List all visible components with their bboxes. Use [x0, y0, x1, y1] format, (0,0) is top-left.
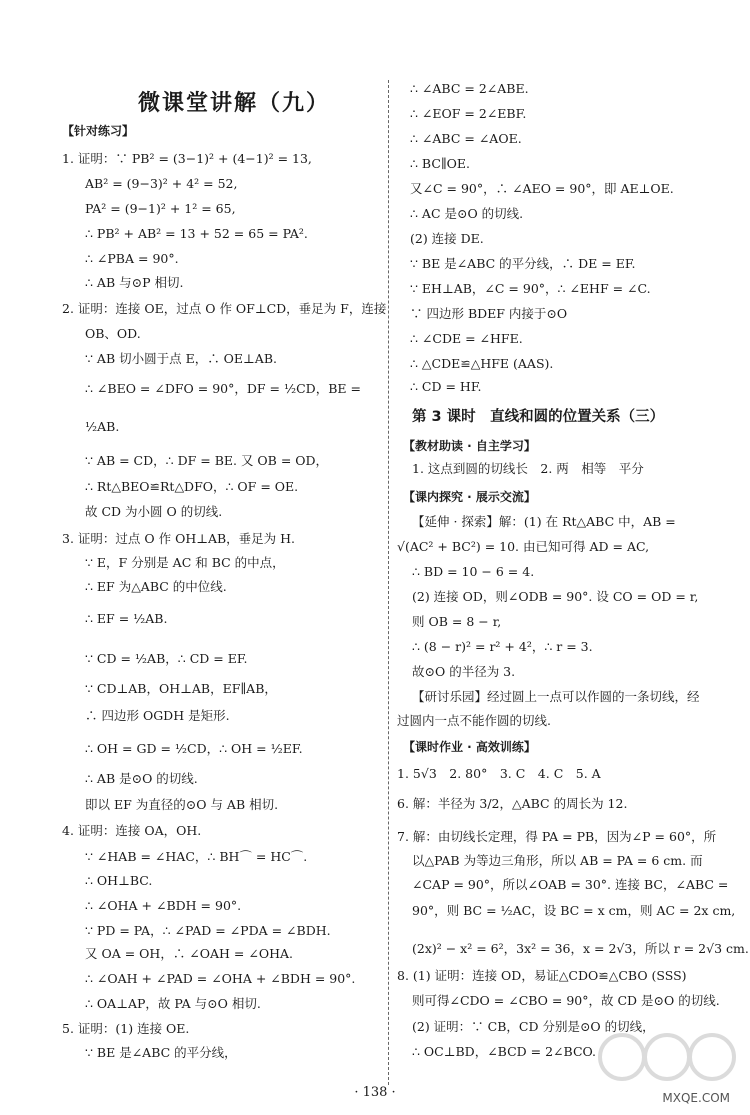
text-line: AB² = (9−3)² + 4² = 52,: [85, 176, 238, 191]
text-line: ∴ PB² + AB² = 13 + 52 = 65 = PA².: [85, 226, 308, 241]
text-line: ∴ ∠ABC = ∠AOE.: [410, 131, 522, 146]
text-line: 则 OB = 8 − r,: [412, 614, 502, 629]
text-line: ∴ ∠CDE = ∠HFE.: [410, 331, 523, 346]
text-line: ∵ BE 是∠ABC 的平分线，: [85, 1045, 237, 1060]
text-line: 3. 证明：过点 O 作 OH⊥AB，垂足为 H.: [62, 531, 296, 546]
text-line: ∴ EF 为△ABC 的中位线.: [85, 579, 227, 594]
text-line: ∴ ∠ABC = 2∠ABE.: [410, 81, 529, 96]
reading-answer: 1. 这点到圆的切线长 2. 两 相等 平分: [412, 461, 644, 476]
text-line: ∵ E，F 分别是 AC 和 BC 的中点，: [85, 555, 285, 570]
text-line: (2) 连接 OD，则∠ODB = 90°. 设 CO = OD = r,: [412, 589, 699, 604]
text-line: ∴ ∠OAH + ∠PAD = ∠OHA + ∠BDH = 90°.: [85, 971, 356, 986]
text-line: ∴ Rt△BEO≌Rt△DFO，∴ OF = OE.: [85, 479, 299, 494]
page-title: 微课堂讲解（九）: [138, 91, 331, 116]
text-line: 即以 EF 为直径的⊙O 与 AB 相切.: [85, 797, 279, 812]
text-line: ∵ ∠HAB = ∠HAC，∴ BH⌒ = HC⌒.: [85, 849, 308, 864]
text-line: 故 CD 为小圆 O 的切线.: [85, 504, 223, 519]
text-line: ∴ AB 与⊙P 相切.: [85, 275, 184, 290]
text-line: ∵ AB 切小圆于点 E，∴ OE⊥AB.: [85, 351, 277, 366]
section-title-lesson3: 第 3 课时 直线和圆的位置关系（三）: [412, 409, 665, 425]
section-tag-homework: 【课时作业 · 高效训练】: [403, 740, 536, 754]
text-line: 1. 证明：∵ PB² = (3−1)² + (4−1)² = 13,: [62, 151, 312, 166]
text-line: ∴ CD = HF.: [410, 379, 482, 394]
text-line: ∴ ∠BEO = ∠DFO = 90°，DF = ½CD，BE =: [85, 381, 361, 396]
text-line: 又∠C = 90°，∴ ∠AEO = 90°，即 AE⊥OE.: [410, 181, 674, 196]
text-line: ∵ PD = PA，∴ ∠PAD = ∠PDA = ∠BDH.: [85, 923, 331, 938]
text-line: PA² = (9−1)² + 1² = 65,: [85, 201, 236, 216]
text-line: ∴ BC∥OE.: [410, 156, 471, 171]
text-line: OB、OD.: [85, 326, 141, 341]
text-line: 4. 证明：连接 OA，OH.: [62, 823, 202, 838]
text-line: 2. 证明：连接 OE，过点 O 作 OF⊥CD，垂足为 F，连接: [62, 301, 387, 316]
text-line: ∴ △CDE≌△HFE (AAS).: [410, 356, 554, 371]
text-line: 1. 5√3 2. 80° 3. C 4. C 5. A: [397, 766, 601, 781]
text-line: 8. (1) 证明：连接 OD，易证△CDO≌△CBO (SSS): [397, 968, 687, 983]
text-line: (2x)² − x² = 6²，3x² = 36，x = 2√3，所以 r = 2√3 cm.: [412, 941, 749, 956]
text-line: 7. 解：由切线长定理，得 PA = PB，因为∠P = 60°，所: [397, 829, 717, 844]
text-line: 【研讨乐园】经过圆上一点可以作圆的一条切线，经: [412, 689, 700, 704]
text-line: ∴ OH = GD = ½CD，∴ OH = ½EF.: [85, 741, 303, 756]
text-line: ∵ 四边形 BDEF 内接于⊙O: [410, 306, 568, 321]
text-line: 以△PAB 为等边三角形，所以 AB = PA = 6 cm. 而: [412, 853, 703, 868]
text-line: 90°，则 BC = ½AC，设 BC = x cm，则 AC = 2x cm,: [412, 903, 736, 918]
text-line: 过圆内一点不能作圆的切线.: [397, 713, 551, 728]
text-line: ∵ AB = CD，∴ DF = BE. 又 OB = OD，: [85, 453, 329, 468]
text-line: ∴ OC⊥BD，∠BCD = 2∠BCO.: [412, 1044, 596, 1059]
text-line: ∴ AC 是⊙O 的切线.: [410, 206, 524, 221]
section-tag-reading: 【教材助读 · 自主学习】: [403, 439, 536, 453]
text-line: ∴ ∠EOF = 2∠EBF.: [410, 106, 527, 121]
text-line: ∠CAP = 90°，所以∠OAB = 30°. 连接 BC，∠ABC =: [412, 877, 729, 892]
text-line: ∴ ∠OHA + ∠BDH = 90°.: [85, 898, 242, 913]
section-tag-explore: 【课内探究 · 展示交流】: [403, 490, 536, 504]
text-line: 又 OA = OH，∴ ∠OAH = ∠OHA.: [85, 946, 293, 961]
text-line: ∴ (8 − r)² = r² + 4²，∴ r = 3.: [412, 639, 593, 654]
text-line: ∵ CD⊥AB，OH⊥AB，EF∥AB，: [85, 681, 277, 696]
text-line: ∴ ∠PBA = 90°.: [85, 251, 179, 266]
text-line: √(AC² + BC²) = 10. 由已知可得 AD = AC,: [397, 539, 650, 554]
text-line: (2) 连接 DE.: [410, 231, 484, 246]
text-line: (2) 证明：∵ CB，CD 分别是⊙O 的切线，: [412, 1019, 655, 1034]
text-line: 5. 证明：(1) 连接 OE.: [62, 1021, 190, 1036]
section-tag-practice: 【针对练习】: [62, 124, 135, 138]
text-line: 则可得∠CDO = ∠CBO = 90°，故 CD 是⊙O 的切线.: [412, 993, 720, 1008]
text-line: 6. 解：半径为 3/2，△ABC 的周长为 12.: [397, 796, 628, 811]
text-line: ∵ CD = ½AB，∴ CD = EF.: [85, 651, 248, 666]
text-line: ∴ OH⊥BC.: [85, 873, 153, 888]
text-line: ∴ AB 是⊙O 的切线.: [85, 771, 198, 786]
text-line: ∴ EF = ½AB.: [85, 611, 168, 626]
text-line: ∵ EH⊥AB，∠C = 90°，∴ ∠EHF = ∠C.: [410, 281, 651, 296]
text-line: 【延伸 · 探索】解：(1) 在 Rt△ABC 中，AB =: [412, 514, 676, 529]
text-line: ∴ OA⊥AP，故 PA 与⊙O 相切.: [85, 996, 261, 1011]
column-divider: [388, 80, 389, 1085]
text-line: ∴ 四边形 OGDH 是矩形.: [85, 708, 230, 723]
text-line: 故⊙O 的半径为 3.: [412, 664, 516, 679]
page-number: · 138 ·: [354, 1085, 396, 1100]
text-line: ∴ BD = 10 − 6 = 4.: [412, 564, 535, 579]
text-line: ∵ BE 是∠ABC 的平分线，∴ DE = EF.: [410, 256, 636, 271]
text-line: ½AB.: [85, 419, 120, 434]
watermark-text: MXQE.COM: [662, 1091, 730, 1105]
